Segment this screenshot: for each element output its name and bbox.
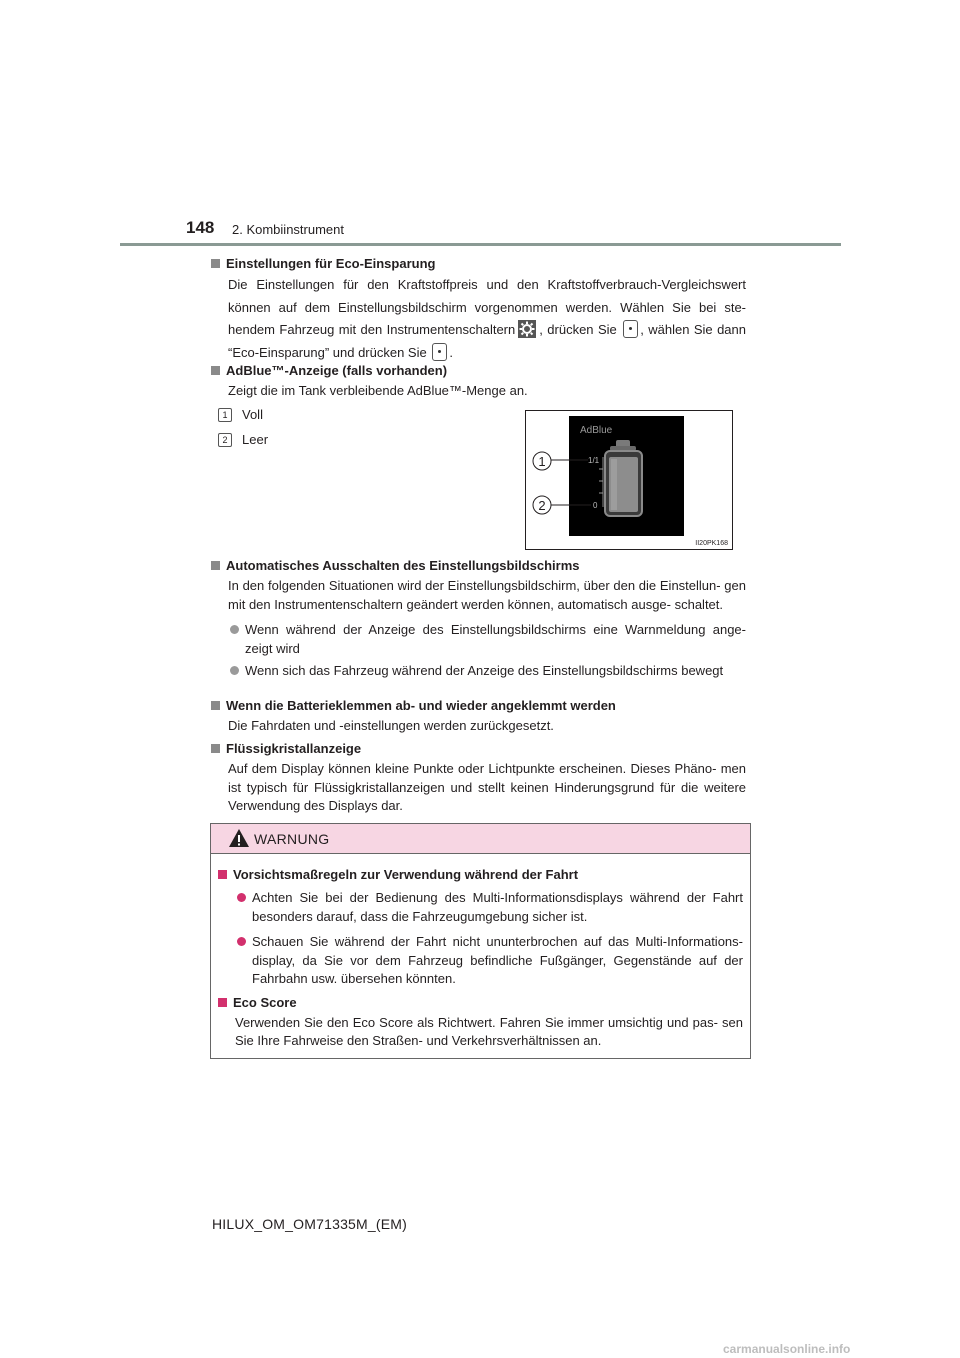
warning-content (211, 854, 750, 1051)
adblue-text: Zeigt die im Tank verbleibende AdBlue™-Menge an. (228, 383, 528, 398)
screen-title: AdBlue (580, 425, 613, 436)
square-bullet-icon (218, 998, 227, 1007)
callout-2: 2 (538, 498, 546, 513)
auto-off-text: In den folgenden Situationen wird der Einstellungsbildschirm, über den die Einstellun- gen mit den Instrumentenschaltern geändert werden können, automatisch ausge- schaltet. (228, 578, 746, 612)
adblue-section (211, 362, 746, 401)
battery-section (211, 697, 746, 736)
circle-bullet-icon (230, 625, 239, 634)
full-mark: 1/1 (588, 456, 600, 465)
square-bullet-icon (211, 744, 220, 753)
adblue-figure (525, 410, 733, 550)
lcd-title: Flüssigkristallanzeige (211, 740, 746, 758)
callout-1: 1 (538, 454, 546, 469)
legend-item-full: 1 Voll (218, 406, 263, 424)
square-bullet-icon (211, 561, 220, 570)
auto-off-section (211, 557, 746, 681)
number-badge: 2 (218, 433, 232, 447)
adblue-gauge-illustration (526, 411, 732, 549)
ok-key-icon (623, 320, 638, 338)
watermark: carmanualsonline.info (723, 1342, 851, 1356)
section-title: 2. Kombiinstrument (232, 222, 344, 237)
auto-off-bullet: Wenn während der Anzeige des Einstellungsbildschirms eine Warnmeldung ange- zeigt wird (211, 621, 746, 658)
lcd-section (211, 740, 746, 816)
warning-header (211, 824, 750, 854)
circle-bullet-icon (237, 937, 246, 946)
lcd-text: Auf dem Display können kleine Punkte oder Lichtpunkte erscheinen. Dieses Phäno- men ist typisch für Flüssigkristallanzeigen und stellt keinen Hinderungsgrund für die weitere Verwendung des Displays dar. (228, 761, 746, 813)
eco-text: Die Einstellungen für den Kraftstoffpreis und den Kraftstoffverbrauch-Vergleichswert können auf dem Einstellungsbildschirm vorgenommen werden. Wählen Sie bei ste- hendem Fahrzeug mit den Instrumentenschaltern , drücken Sie , wählen Sie dann “Eco-Einsparung” und drücken Sie . (228, 277, 746, 360)
eco-section (211, 255, 746, 364)
number-badge: 1 (218, 408, 232, 422)
warning-section-title: Eco Score (218, 994, 743, 1012)
square-bullet-icon (218, 870, 227, 879)
empty-mark: 0 (593, 501, 598, 510)
warning-bullet: Schauen Sie während der Fahrt nicht ununterbrochen auf das Multi-Informations- display, da Sie vor dem Fahrzeug befindliche Fußgänger, Gegenstände auf der Fahrbahn usw. übersehen könnten. (218, 933, 743, 989)
document-id: HILUX_OM_OM71335M_(EM) (212, 1216, 408, 1232)
battery-title: Wenn die Batterieklemmen ab- und wieder angeklemmt werden (211, 697, 746, 715)
circle-bullet-icon (237, 893, 246, 902)
auto-off-title: Automatisches Ausschalten des Einstellungsbildschirms (211, 557, 746, 575)
page-number: 148 (186, 218, 215, 237)
auto-off-bullet: Wenn sich das Fahrzeug während der Anzeige des Einstellungsbildschirms bewegt (211, 662, 746, 681)
warning-bullet: Achten Sie bei der Bedienung des Multi-Informationsdisplays während der Fahrt besonders darauf, dass die Fahrzeugumgebung sicher ist. (218, 889, 743, 926)
square-bullet-icon (211, 701, 220, 710)
warning-section-title: Vorsichtsmaßregeln zur Verwendung während der Fahrt (218, 866, 743, 884)
header-rule (120, 243, 841, 246)
warning-box (210, 823, 751, 1059)
warning-eco-score-text: Verwenden Sie den Eco Score als Richtwert. Fahren Sie immer umsichtig und pas- sen Sie Ihre Fahrweise den Straßen- und Verkehrsverhältnissen an. (235, 1014, 743, 1048)
square-bullet-icon (211, 259, 220, 268)
square-bullet-icon (211, 366, 220, 375)
adblue-title: AdBlue™-Anzeige (falls vorhanden) (211, 362, 746, 380)
ok-key-icon (432, 343, 447, 361)
battery-text: Die Fahrdaten und -einstellungen werden zurückgesetzt. (228, 718, 554, 733)
eco-title: Einstellungen für Eco-Einsparung (211, 255, 746, 273)
figure-code: II20PK168 (695, 540, 728, 547)
gear-icon (518, 320, 536, 338)
warning-triangle-icon (228, 828, 250, 848)
circle-bullet-icon (230, 666, 239, 675)
warning-label: WARNUNG (254, 831, 330, 847)
legend-item-empty: 2 Leer (218, 431, 268, 449)
